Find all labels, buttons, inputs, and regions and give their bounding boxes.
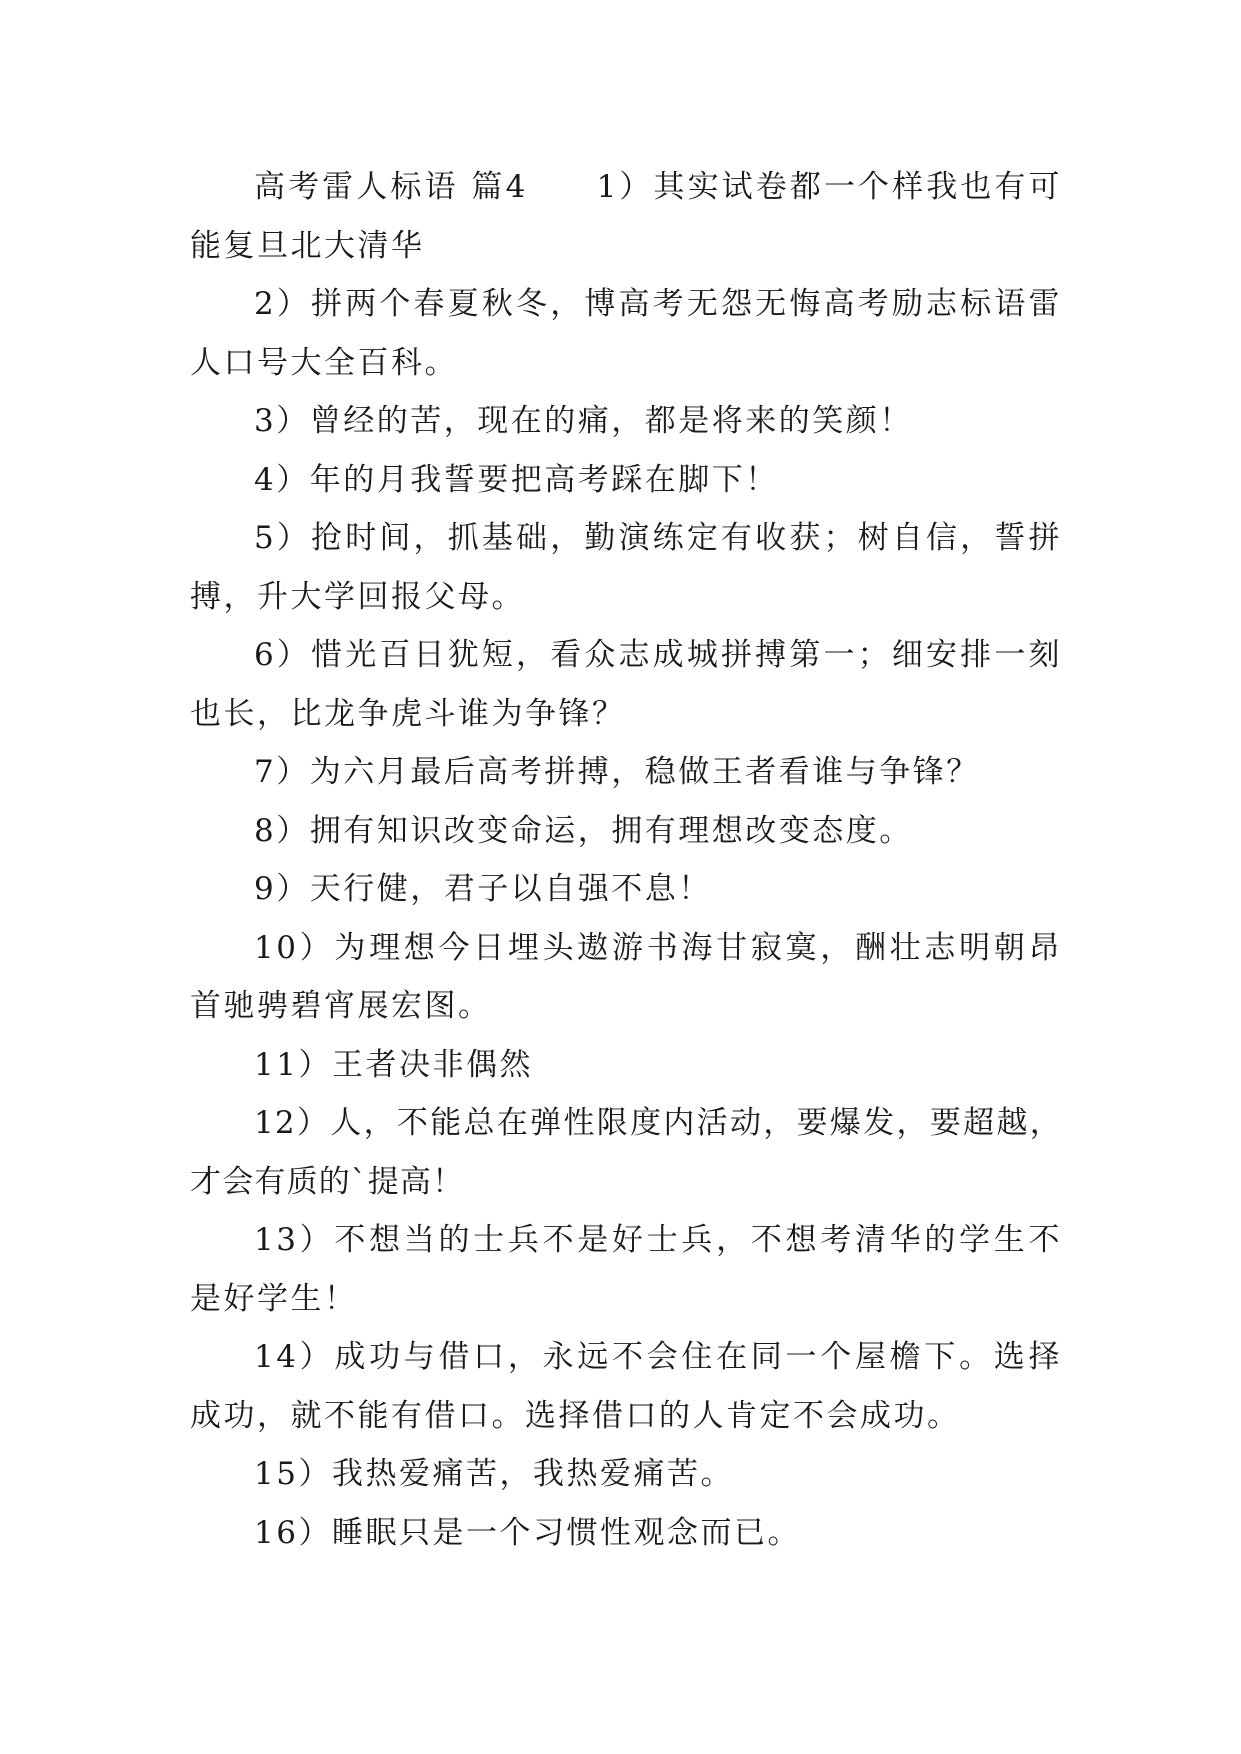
document-body bbox=[190, 158, 1062, 1562]
paragraph-8: 8）拥有知识改变命运，拥有理想改变态度。 bbox=[254, 812, 913, 849]
paragraph-12: 12）人，不能总在弹性限度内活动，要爆发，要超越，才会有质的`提高！ bbox=[190, 1105, 1062, 1200]
paragraph-2: 2）拼两个春夏秋冬，博高考无怨无悔高考励志标语雷人口号大全百科。 bbox=[190, 286, 1062, 381]
paragraph-5: 5）抢时间，抓基础，勤演练定有收获；树自信，誓拼搏，升大学回报父母。 bbox=[190, 520, 1062, 615]
paragraph-13: 13）不想当的士兵不是好士兵，不想考清华的学生不是好学生！ bbox=[190, 1222, 1062, 1317]
paragraph-11: 11）王者决非偶然 bbox=[254, 1046, 533, 1083]
paragraph-1: 高考雷人标语 篇4 1）其实试卷都一个样我也有可能复旦北大清华 bbox=[190, 169, 1062, 264]
paragraph-14: 14）成功与借口，永远不会住在同一个屋檐下。选择成功，就不能有借口。选择借口的人肯定不会成功。 bbox=[190, 1339, 1062, 1434]
paragraph-15: 15）我热爱痛苦，我热爱痛苦。 bbox=[254, 1456, 734, 1492]
paragraph-7: 7）为六月最后高考拼搏，稳做王者看谁与争锋？ bbox=[254, 754, 980, 790]
paragraph-4: 4）年的月我誓要把高考踩在脚下！ bbox=[254, 461, 779, 498]
paragraph-3: 3）曾经的苦，现在的痛，都是将来的笑颜！ bbox=[254, 403, 913, 439]
paragraph-10: 10）为理想今日埋头遨游书海甘寂寞，酬壮志明朝昂首驰骋碧宵展宏图。 bbox=[190, 929, 1062, 1024]
paragraph-16: 16）睡眠只是一个习惯性观念而已。 bbox=[254, 1514, 801, 1551]
paragraph-6: 6）惜光百日犹短，看众志成城拼搏第一；细安排一刻也长，比龙争虎斗谁为争锋？ bbox=[190, 637, 1062, 732]
paragraph-9: 9）天行健，君子以自强不息！ bbox=[254, 871, 712, 907]
